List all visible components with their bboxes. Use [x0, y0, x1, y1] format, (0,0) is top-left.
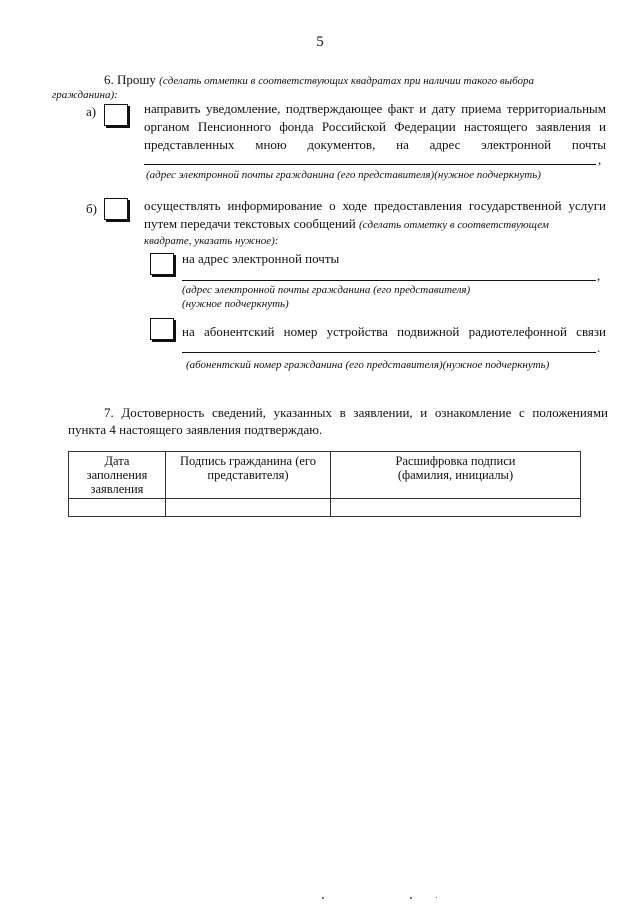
option-b-email-caption-2: (нужное подчеркнуть) [182, 298, 289, 310]
scan-dot [436, 897, 437, 898]
header-signature-line2: представителя) [207, 468, 289, 482]
signature-cell[interactable] [166, 499, 331, 517]
option-b-line3-italic: квадрате, указать нужное): [144, 235, 279, 247]
section7-line1: 7. Достоверность сведений, указанных в заявлении, и ознакомление с положениями [104, 405, 608, 420]
option-a-checkbox[interactable] [104, 104, 128, 126]
option-b-line1: осуществлять информирование о ходе предоставления государственной услуги [144, 198, 606, 213]
option-b-line2-italic: (сделать отметку в соответствующем [358, 219, 549, 231]
option-b-phone-caption: (абонентский номер гражданина (его представителя)(нужное подчеркнуть) [186, 359, 550, 371]
page-number: 5 [316, 34, 324, 50]
signature-table [68, 451, 581, 517]
scan-dot [410, 897, 412, 899]
option-b-email-checkbox[interactable] [150, 253, 174, 275]
header-date-line3: заявления [90, 482, 144, 496]
option-b-email-field[interactable] [182, 280, 596, 281]
option-a-email-field[interactable] [144, 164, 596, 165]
header-date-line1: Дата [104, 454, 130, 468]
signature-table-input-row [69, 499, 581, 517]
header-decoding-line1: Расшифровка подписи [395, 454, 516, 468]
option-b-phone-label: на абонентский номер устройства подвижной радиотелефонной связи [182, 324, 606, 339]
section6-lead [104, 72, 534, 88]
option-b-email-label: на адрес электронной почты [182, 251, 340, 266]
option-b-email-caption: (адрес электронной почты гражданина (его представителя) [182, 284, 471, 296]
option-b-email-comma: , [597, 268, 601, 283]
option-b-checkbox[interactable] [104, 198, 128, 220]
option-a-marker: а) [86, 104, 97, 119]
section6-lead-italic: (сделать отметки в соответствующих квадратах при наличии такого выбора [159, 75, 534, 87]
option-b-phone-period: . [597, 340, 601, 355]
section6-lead-italic-2: гражданина): [52, 89, 118, 101]
section7-line2: пункта 4 настоящего заявления подтверждаю. [68, 422, 323, 437]
option-a-line3: представленных мною документов, на адрес электронной почты [144, 137, 606, 152]
option-b-marker: б) [86, 201, 97, 216]
decoding-cell[interactable] [331, 499, 581, 517]
section6-lead-normal: 6. Прошу [104, 72, 156, 87]
option-b-line2 [144, 216, 549, 232]
header-decoding-line2: (фамилия, инициалы) [397, 468, 514, 482]
option-a-comma: , [598, 152, 602, 167]
option-b-phone-checkbox[interactable] [150, 318, 174, 340]
scan-dot [322, 897, 324, 899]
option-a-line1: направить уведомление, подтверждающее факт и дату приема территориальным [144, 101, 606, 116]
header-decoding [331, 452, 581, 499]
header-signature [166, 452, 331, 499]
header-date [69, 452, 166, 499]
header-date-line2: заполнения [86, 468, 148, 482]
option-b-line2-normal: путем передачи текстовых сообщений [144, 216, 356, 231]
header-signature-line1: Подпись гражданина (его [179, 454, 317, 468]
option-a-caption: (адрес электронной почты гражданина (его представителя)(нужное подчеркнуть) [146, 169, 541, 181]
option-a-line2: органом Пенсионного фонда Российской Федерации настоящего заявления и [144, 119, 606, 134]
date-cell[interactable] [69, 499, 166, 517]
option-b-phone-field[interactable] [182, 352, 596, 353]
signature-table-header-row [69, 452, 581, 499]
